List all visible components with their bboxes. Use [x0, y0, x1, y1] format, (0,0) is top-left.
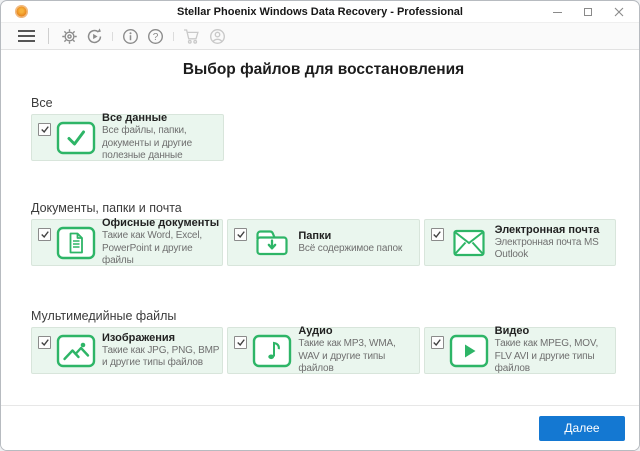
cart-icon[interactable]	[179, 25, 205, 47]
info-icon[interactable]	[118, 25, 143, 47]
card-video[interactable]	[424, 327, 616, 374]
video-play-icon	[449, 334, 489, 368]
toolbar-separator	[173, 32, 174, 41]
card-text	[495, 325, 612, 376]
card-email[interactable]	[424, 219, 616, 266]
checkbox[interactable]	[431, 336, 444, 349]
card-title: Аудио	[298, 325, 333, 338]
card-text	[102, 112, 220, 163]
next-button[interactable]: Далее	[539, 416, 625, 441]
checkbox[interactable]	[38, 228, 51, 241]
maximize-button[interactable]	[582, 6, 594, 18]
settings-gear-icon[interactable]	[57, 25, 82, 47]
footer	[1, 405, 639, 450]
resume-recovery-icon[interactable]	[82, 25, 107, 47]
card-description: Всё содержимое папок	[298, 242, 403, 254]
card-text	[298, 325, 415, 376]
card-title: Изображения	[102, 331, 176, 344]
card-row	[31, 219, 616, 266]
folder-download-icon	[252, 226, 292, 260]
card-row	[31, 327, 616, 374]
card-title: Все данные	[102, 112, 168, 125]
checkbox[interactable]	[234, 228, 247, 241]
card-images[interactable]	[31, 327, 223, 374]
section-heading-all: Все	[31, 96, 53, 110]
card-text	[102, 332, 219, 370]
card-folders[interactable]	[227, 219, 419, 266]
close-button[interactable]	[613, 6, 625, 18]
minimize-button[interactable]	[551, 6, 563, 18]
toolbar	[1, 23, 639, 50]
card-title: Офисные документы	[102, 217, 220, 230]
card-text	[495, 224, 612, 262]
svg-text:?: ?	[152, 31, 159, 43]
account-icon[interactable]	[205, 25, 230, 47]
card-description: Такие как Word, Excel, PowerPoint и другие файлы	[102, 230, 203, 267]
main-content	[1, 61, 639, 374]
audio-note-icon	[252, 334, 292, 368]
card-description: Такие как MPEG, MOV, FLV AVI и другие типы файлов	[494, 338, 599, 375]
titlebar	[1, 1, 639, 23]
help-icon[interactable]	[143, 25, 168, 47]
card-title: Видео	[494, 325, 530, 338]
email-envelope-icon	[449, 226, 489, 260]
all-data-check-icon	[56, 121, 96, 155]
card-text	[298, 230, 415, 256]
page-title: Выбор файлов для восстановления	[182, 61, 465, 78]
section-heading-multimedia: Мультимедийные файлы	[31, 309, 177, 323]
card-all-data[interactable]	[31, 114, 224, 161]
card-description: Такие как MP3, WMA, WAV и другие типы файлов	[298, 338, 396, 375]
card-title: Папки	[298, 229, 332, 242]
card-description: Все файлы, папки, документы и другие полезные данные	[102, 125, 193, 162]
card-text	[102, 217, 219, 268]
image-picture-icon	[56, 334, 96, 368]
card-description: Такие как JPG, PNG, BMP и другие типы файлов	[102, 344, 220, 368]
checkbox[interactable]	[431, 228, 444, 241]
checkbox[interactable]	[38, 336, 51, 349]
card-office-documents[interactable]	[31, 219, 223, 266]
window-title: Stellar Phoenix Windows Data Recovery - Professional	[177, 5, 463, 18]
section-heading-documents: Документы, папки и почта	[31, 201, 182, 215]
card-title: Электронная почта	[494, 223, 600, 236]
checkbox[interactable]	[38, 123, 51, 136]
menu-icon[interactable]	[14, 25, 40, 47]
card-row	[31, 114, 616, 161]
card-audio[interactable]	[227, 327, 419, 374]
toolbar-separator	[112, 32, 113, 41]
toolbar-separator	[48, 28, 49, 44]
office-document-icon	[56, 226, 96, 260]
checkbox[interactable]	[234, 336, 247, 349]
card-description: Электронная почта MS Outlook	[494, 236, 599, 260]
